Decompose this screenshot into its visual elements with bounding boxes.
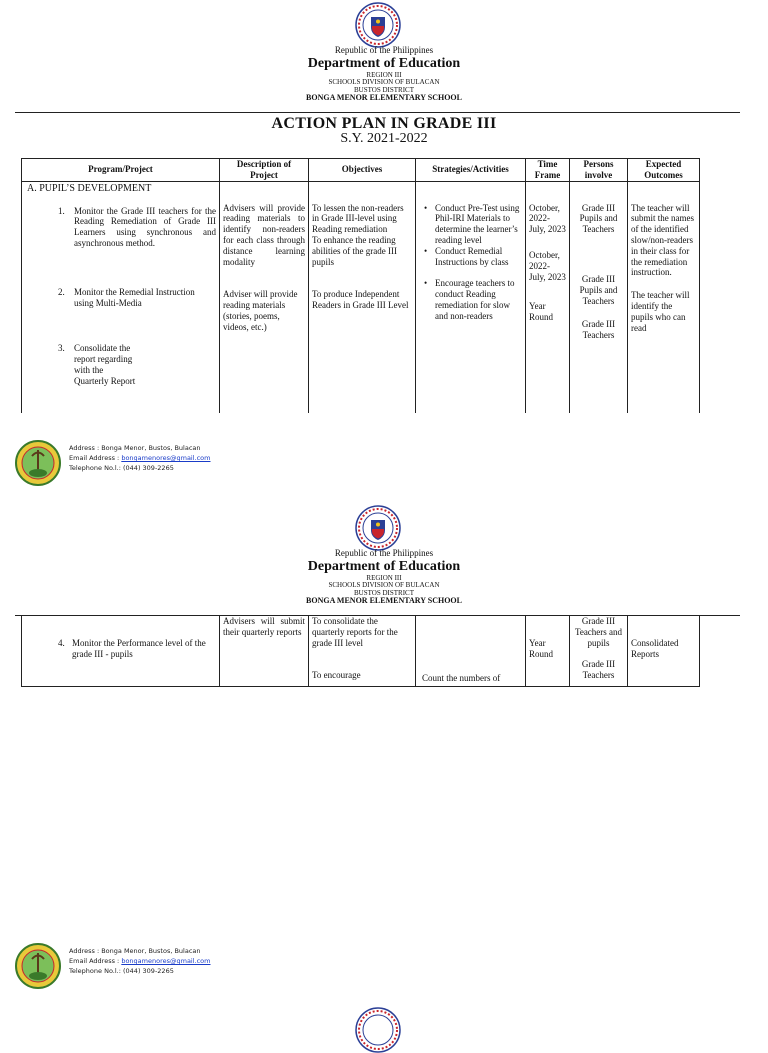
footer-phone: Telephone No.l.: (044) 309-2265 <box>69 464 174 472</box>
school-name: BONGA MENOR ELEMENTARY SCHOOL <box>306 596 462 606</box>
footer-email: Email Address : bongamenores@gmail.com <box>69 454 211 462</box>
list-item: 2. Monitor the Remedial Instruction using Multi-Media <box>58 286 195 308</box>
list-item: October, 2022- July, 2023 <box>529 202 566 235</box>
school-logo-icon <box>15 943 61 989</box>
school-logo-icon <box>15 440 61 486</box>
persons-cell <box>570 616 628 686</box>
region-label: REGION III <box>366 71 402 80</box>
list-item: To encourage <box>312 670 361 681</box>
list-item: To enhance the reading abilities of the grade III pupils <box>312 234 397 267</box>
list-item: 3. Consolidate the report regarding with the Quarterly Report <box>58 343 136 386</box>
republic-label: Republic of the Philippines <box>334 45 434 55</box>
strategies-cell <box>416 181 526 413</box>
table-header-row <box>22 159 700 182</box>
action-plan-table <box>21 158 700 413</box>
deped-seal-icon <box>355 2 401 48</box>
list-item: Year Round <box>529 638 554 659</box>
list-item: Count the numbers of <box>422 673 501 683</box>
list-item: 1. Monitor the Grade III teachers for the Reading Remediation of Grade III Learners using synchronous and asynchronous method. <box>58 205 216 248</box>
division-label: SCHOOLS DIVISION OF BULACAN <box>328 78 440 87</box>
school-name: BONGA MENOR ELEMENTARY SCHOOL <box>306 93 462 103</box>
department-title: Department of Education <box>307 56 461 72</box>
list-item: To produce Independent Readers in Grade III Level <box>312 289 409 311</box>
table-row <box>22 616 700 686</box>
list-item: To lessen the non-readers in Grade III-level using Reading remediation <box>312 202 404 235</box>
deped-seal-icon <box>355 1007 401 1053</box>
list-item: Year Round <box>529 301 554 323</box>
program-cell <box>22 616 220 686</box>
action-plan-table-continued <box>21 616 700 687</box>
list-item: Grade III Teachers <box>581 659 616 681</box>
district-label: BUSTOS DISTRICT <box>354 588 414 597</box>
list-item: The teacher will identify the pupils who can read <box>631 290 690 333</box>
list-item: Grade III Pupils and Teachers <box>579 273 618 306</box>
list-item: Grade III Pupils and Teachers <box>579 202 618 235</box>
description-cell <box>220 181 309 413</box>
list-item: Consolidated Reports <box>631 638 679 659</box>
footer-phone: Telephone No.l.: (044) 309-2265 <box>69 967 174 975</box>
timeframe-cell <box>526 616 570 686</box>
outcomes-cell <box>628 181 700 413</box>
footer-contact <box>69 443 211 473</box>
list-item: Advisers will submit their quarterly reports <box>223 616 305 637</box>
table-row <box>22 181 700 413</box>
description-cell <box>220 616 309 686</box>
list-item: • Encourage teachers to conduct Reading remediation for slow and non-readers <box>422 278 522 321</box>
program-cell <box>22 181 220 413</box>
page-header <box>0 46 768 103</box>
deped-seal-icon <box>355 505 401 551</box>
column-header: Description of Project <box>220 159 309 182</box>
list-item: To consolidate the quarterly reports for the grade III level <box>312 616 398 648</box>
header-divider <box>15 112 740 113</box>
region-label: REGION III <box>366 574 402 583</box>
republic-label: Republic of the Philippines <box>334 548 434 558</box>
division-label: SCHOOLS DIVISION OF BULACAN <box>328 581 440 590</box>
list-item: • Conduct Remedial Instructions by class <box>422 246 522 268</box>
column-header: Objectives <box>309 159 416 182</box>
column-header: Persons involve <box>570 159 628 182</box>
timeframe-cell <box>526 181 570 413</box>
list-item: Grade III Teachers and pupils <box>574 616 623 648</box>
district-label: BUSTOS DISTRICT <box>354 85 414 94</box>
footer-contact <box>69 946 211 976</box>
plan-title: ACTION PLAN IN GRADE III <box>271 115 497 132</box>
list-item: Adviser will provide reading materials (stories, poems, videos, etc.) <box>223 289 298 332</box>
school-year: S.Y. 2021-2022 <box>340 131 428 146</box>
list-item: The teacher will submit the names of the identified slow/non-readers in their class for the remediation instruction. <box>631 202 694 278</box>
email-link[interactable]: bongamenores@gmail.com <box>121 454 211 462</box>
footer-address: Address : Bonga Menor, Bustos, Bulacan <box>69 444 201 452</box>
list-item: October, 2022- July, 2023 <box>529 249 566 282</box>
department-title: Department of Education <box>307 559 461 575</box>
list-item: Advisers will provide reading materials to identify non-readers for each class through distance learning modality <box>223 202 305 267</box>
list-item: 4. Monitor the Performance level of the grade III - pupils <box>58 638 206 659</box>
persons-cell <box>570 181 628 413</box>
list-item: Grade III Teachers <box>581 319 616 341</box>
list-item: • Conduct Pre-Test using Phil-IRI Materials to determine the learner’s reading level <box>422 203 522 246</box>
objectives-cell <box>309 616 416 686</box>
outcomes-cell <box>628 616 700 686</box>
column-header: Strategies/Activities <box>416 159 526 182</box>
column-header: Time Frame <box>526 159 570 182</box>
column-header: Expected Outcomes <box>628 159 700 182</box>
footer-address: Address : Bonga Menor, Bustos, Bulacan <box>69 947 201 955</box>
strategies-cell <box>416 616 526 686</box>
email-link[interactable]: bongamenores@gmail.com <box>121 957 211 965</box>
footer-email: Email Address : bongamenores@gmail.com <box>69 957 211 965</box>
page-header <box>0 549 768 606</box>
column-header: Program/Project <box>22 159 220 182</box>
section-heading: A. PUPIL’S DEVELOPMENT <box>27 182 152 194</box>
objectives-cell <box>309 181 416 413</box>
